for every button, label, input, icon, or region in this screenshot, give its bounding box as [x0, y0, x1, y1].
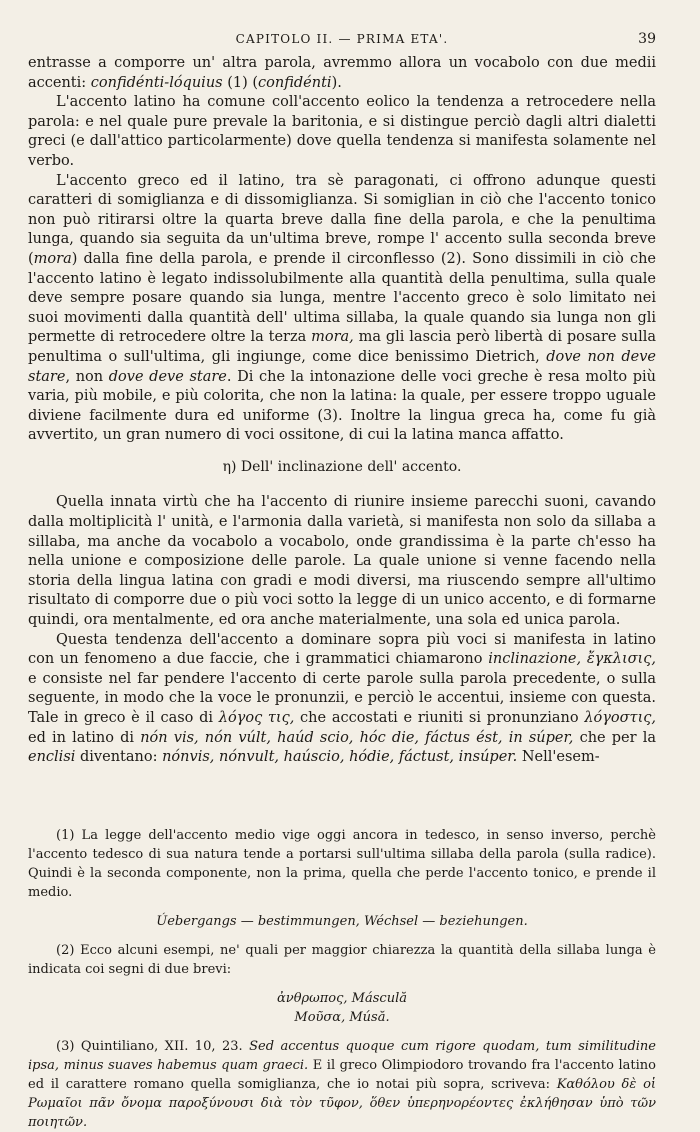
text: diventano:: [75, 749, 163, 766]
text: , non: [65, 368, 109, 385]
example: ἀνθρωπος, Másculă: [277, 991, 407, 1006]
text: (1) (: [222, 74, 259, 91]
footnote-2: (2) Ecco alcuni esempi, ne' quali per maggior chiarezza la quantità della sillaba lunga è indicata coi segni di due brevi:: [28, 943, 656, 977]
greek-quote: Καθόλου δὲ οἱ Ρωμαῖοι πᾶν ὄνομα παροξύνουσι διὰ τὸν τῦφον, ὅθεν ὑπερηνορέοντες ἐκλήθησαν ὑπὸ τῶν ποιητῶν.: [28, 1077, 656, 1130]
text: e consiste nel far pendere l'accento di certe parole sulla parola precedente, o sulla seguente, in modo che la voce le pronunzii, e perciò le accentui, insieme con questa. Tale in greco è il caso di: [28, 670, 656, 726]
quote: dove non deve stare: [28, 348, 656, 385]
latin-word: confidénti: [258, 74, 332, 91]
text: Nell'esem-: [517, 749, 600, 766]
term: mora: [33, 250, 72, 267]
greek-word: λόγος τις,: [218, 710, 295, 726]
text: che accostati e riuniti si pronunziano: [294, 710, 585, 726]
latin-examples: nón vis, nón vúlt, haúd scio, hóc die, fáctus ést, in súper,: [140, 729, 574, 746]
latin-quote: Sed accentus quoque cum rigore quodam, tum similitudine ipsa, minus suaves habemus quam graeci.: [28, 1039, 656, 1073]
text: . Di che la intonazione delle voci greche è resa molto più varia, più mobile, e più colorita, che non la latina: la quale, per essere troppo uguale diviene facilmente dura ed uniforme (3). Inoltre la lingua greca ha, come fu già avvertito, un gran numero di voci ossitone, di cui la latina manca affatto.: [28, 368, 656, 444]
text: Questa tendenza dell'accento a dominare sopra più voci si manifesta in latino con un fenomeno a due faccie, che i grammatici chiamarono: [28, 631, 656, 668]
footnotes: [28, 826, 656, 1132]
section-heading: η) Dell' inclinazione dell' accento.: [222, 458, 462, 475]
text: ma gli lascia però libertà di posare sulla penultima o sull'ultima, gli ingiunge, come dice benissimo Dietrich,: [28, 329, 656, 365]
paragraph-4: Quella innata virtù che ha l'accento di riunire insieme parecchi suoni, cavando dalla moltiplicità l' unità, e l'armonia dalla varietà, si manifesta non solo da sillaba a sillaba, ma anche da vocabolo a vocabolo, onde grandissima è la parte ch'esso ha nella unione e composizione delle parole. La quale unione si venne facendo nella storia della lingua latina con gradi e modi diversi, ma riuscendo sempre all'ultimo risultato di comporre due o più voci sotto la legge di un unico accento, e di formarne quindi, ora mentalmente, ed ora anche materialmente, una sola ed unica parola.: [28, 494, 656, 629]
paragraph-2: L'accento latino ha comune coll'accento eolico la tendenza a retrocedere nella parola: e nel quale pure prevale la baritonia, e si distingue perciò dagli altri dialetti greci (e dall'attico particolarmente) dove quella tendenza si manifesta solamente nel verbo.: [28, 94, 656, 169]
greek-word: λόγοστις,: [584, 710, 656, 726]
text: entrasse a comporre un' altra parola, avremmo allora un vocabolo con due medii accenti:: [28, 55, 656, 91]
main-text: [28, 54, 656, 768]
page-number: 39: [638, 31, 656, 47]
term: inclinazione,: [488, 651, 582, 668]
latin-word: confidénti-lóquius: [90, 74, 223, 91]
text: che per la: [573, 729, 657, 746]
paragraph-5: [28, 631, 656, 768]
paragraph-1: [28, 54, 656, 93]
footnote-2-example-1: [28, 989, 656, 1008]
term: mora,: [311, 329, 354, 346]
text: (3) Quintiliano, XII. 10, 23.: [56, 1039, 250, 1054]
quote: dove deve stare: [108, 368, 227, 385]
text: ) dalla fine della parola, e prende il circonflesso (2). Sono dissimili in ciò che l'accento latino è legato indissolubilmente alla quantità della penultima, sulla quale deve sempre posare quando sia lunga, mentre l'accento greco è solo limitato nei suoi movimenti dalla quantità dell' ultima sillaba, la quale quando sia lunga non gli permette di retrocedere oltre la terza: [28, 250, 656, 346]
text: ).: [331, 74, 342, 91]
latin-examples: nónvis, nónvult, haúscio, hódie, fáctust, insúper.: [162, 749, 518, 766]
example: Μοῦσα, Músă.: [294, 1010, 390, 1025]
german-example: Úebergangs — bestimmungen, Wéchsel — beziehungen.: [156, 914, 528, 929]
chapter-title: CAPITOLO II. — PRIMA ETA'.: [235, 32, 449, 46]
footnote-1: (1) La legge dell'accento medio vige oggi ancora in tedesco, in senso inverso, perchè l'accento tedesco di sua natura tende a portarsi sull'ultima sillaba della parola (sulla radice). Quindi è la seconda componente, non la prima, quella che perde l'accento tonico, e prende il medio.: [28, 828, 656, 900]
footnote-3: [28, 1037, 656, 1132]
running-header: [28, 32, 656, 52]
text: E il greco Olimpiodoro trovando fra l'accento latino ed il carattere romano quella somiglianza, che io notai più sopra, scriveva:: [28, 1058, 656, 1092]
term: enclisi: [28, 749, 76, 766]
footnote-1-example: [28, 912, 656, 931]
text: L'accento greco ed il latino, tra sè paragonati, ci offrono adunque questi caratteri di somiglianza e di dissomiglianza. Si somiglian in ciò che l'accento tonico non può ritirarsi oltre la quarta breve dalla fine della parola, e che la penultima lunga, quando sia seguita da un'ultima breve, rompe l' accento sulla seconda breve (: [28, 172, 656, 267]
greek-word: ἔγκλισις,: [581, 651, 656, 668]
paragraph-3: [28, 172, 656, 446]
text: ed in latino di: [28, 729, 141, 746]
footnote-2-example-2: [28, 1008, 656, 1027]
